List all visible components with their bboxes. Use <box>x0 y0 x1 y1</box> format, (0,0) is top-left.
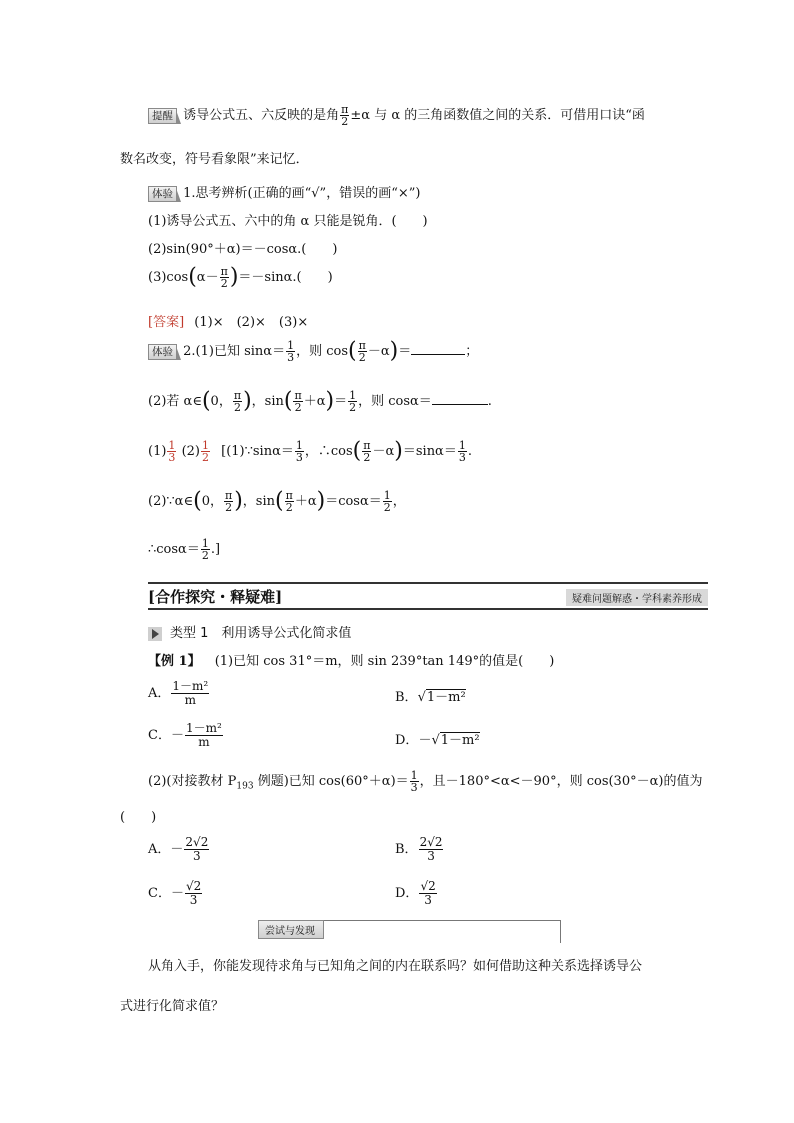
exp1-q3: (3)cos(α－ $\frac{\pi}{2}$ )＝－sinα.( ) <box>148 264 333 290</box>
ex1-option-B: B．√1－m² <box>395 690 466 705</box>
exp1-title: 1.思考辨析(正确的画“√”，错误的画“×”) <box>183 186 421 201</box>
tip-pm-alpha: ±α <box>350 108 371 123</box>
answer-text: (1)× (2)× (3)× <box>194 315 309 330</box>
section-header <box>148 582 708 610</box>
exp2-q1: 体验 2.(1)已知 sinα＝ $\frac{1}{3}$ ，则 cos( $\frac{\pi}{2}$ －α)＝ ； <box>148 340 478 363</box>
play-icon <box>148 627 162 641</box>
try-text-2: 式进行化简求值？ <box>120 999 225 1014</box>
answer-blank-1 <box>411 342 465 355</box>
red-frac-1-2: $\frac{1}{2}$ <box>201 439 209 464</box>
exp2-ans2: (2)∵α∈(0， $\frac{\pi}{2}$ )，sin( $\frac{\pi}{2}$ ＋α)＝cosα＝ $\frac{1}{2}$ ， <box>148 488 406 514</box>
answer-tag: [答案] <box>148 315 185 330</box>
tip-line-2: 数名改变，符号看象限”来记忆． <box>120 152 309 167</box>
tip-text-1b: 与 α 的三角函数值之间的关系．可借用口诀“函 <box>370 108 645 123</box>
ex1-q2-option-B: B． $\frac{2√2}{3}$ <box>395 835 443 863</box>
exp1-q1: (1)诱导公式五、六中的角 α 只能是锐角．( ) <box>148 214 428 229</box>
ex1-q2: (2)(对接教材 $P_{193}$ 例题)已知 cos(60°＋α)＝ $\frac{1}{3}$ ，且－180°<α<－90°，则 cos(30°－α)的值为 <box>148 769 703 794</box>
ex1-option-C: C．－ $\frac{\text{1－m²}}{m}$ <box>148 721 222 749</box>
ex1-q2-option-A: A．－ $\frac{2√2}{3}$ <box>148 835 209 863</box>
try-text-1: 从角入手，你能发现待求角与已知角之间的内在联系吗？如何借助这种关系选择诱导公 <box>148 959 643 974</box>
ex1-q2-paren: ( ) <box>120 810 157 825</box>
pi-over-2: $\frac{\pi}{2}$ <box>341 103 349 128</box>
tip-line-1 <box>148 104 645 127</box>
ex1-q2-option-D: D． $\frac{√2}{3}$ <box>395 879 436 907</box>
exp2-ans1: (1) $\frac{1}{3}$ (2) $\frac{1}{2}$ [(1)∵sinα＝ $\frac{1}{3}$ ，∴cos( $\frac{\pi}{2}$ －α)＝sinα＝ $\frac{1}{3}$ . <box>148 438 472 464</box>
exp1-title-line <box>148 182 420 202</box>
ex1-q1: 【例 1】 (1)已知 cos 31°＝m，则 sin 239°tan 149°的值是( ) <box>148 654 555 669</box>
answer-blank-2 <box>432 392 488 405</box>
type1-heading: 类型 1 利用诱导公式化简求值 <box>148 622 351 641</box>
try-label: 尝试与发现 <box>258 920 324 939</box>
exp1-tag: 体验 <box>148 186 177 202</box>
section-subtitle: 疑难问题解惑・学科素养形成 <box>566 589 708 606</box>
exp1-q2: (2)sin(90°＋α)＝－cosα.( ) <box>148 242 338 257</box>
exp2-q2: (2)若 α∈(0， $\frac{\pi}{2}$ )，sin( $\frac{\pi}{2}$ ＋α)＝ $\frac{1}{2}$ ，则 cosα＝ . <box>148 388 492 414</box>
red-frac-1-3: $\frac{1}{3}$ <box>168 439 176 464</box>
exp2-ans3: ∴cosα＝ $\frac{1}{2}$ .] <box>148 537 221 562</box>
ex1-option-D: D．－√1－m² <box>395 733 480 748</box>
tip-tag: 提醒 <box>148 108 177 124</box>
tip-text-1a: 诱导公式五、六反映的是角 <box>183 108 340 123</box>
ex1-q2-option-C: C．－ $\frac{√2}{3}$ <box>148 879 202 907</box>
exp1-answer <box>148 311 308 330</box>
try-box <box>258 920 561 943</box>
ex1-option-A: A． $\frac{\text{1－m²}}{m}$ <box>148 679 209 707</box>
ex1-label: 【例 1】 <box>148 654 201 669</box>
exp2-tag: 体验 <box>148 344 177 360</box>
section-title: [合作探究・释疑难] <box>148 588 283 606</box>
